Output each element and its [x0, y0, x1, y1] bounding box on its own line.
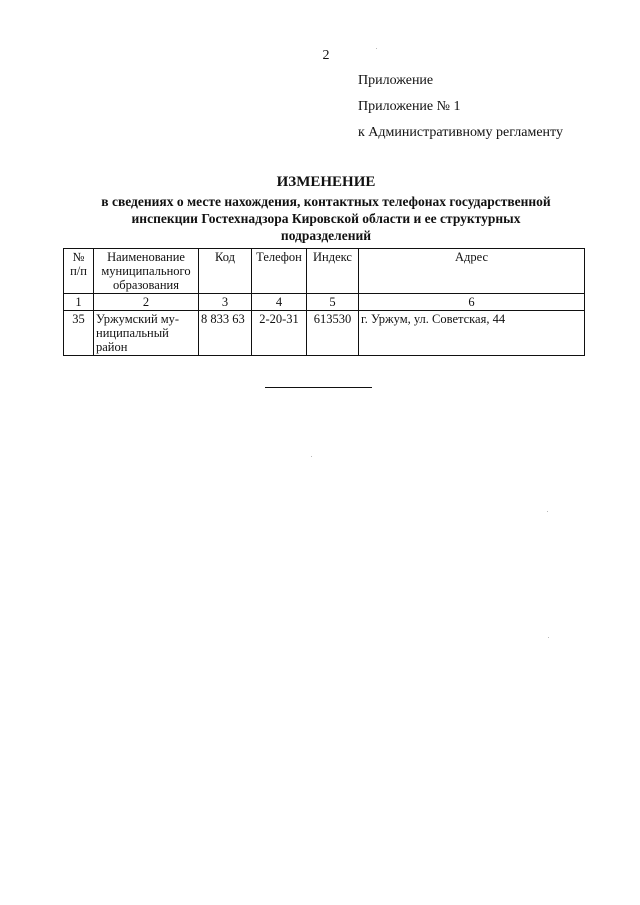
column-number: 5	[307, 294, 359, 311]
row-num: 35	[64, 311, 94, 356]
header-name-line: муниципального	[101, 264, 191, 278]
column-number: 2	[94, 294, 199, 311]
annex-line-2: Приложение № 1	[358, 99, 461, 114]
scan-speck	[311, 456, 312, 457]
annex-block	[358, 68, 563, 146]
row-name-line: район	[96, 340, 128, 354]
table-row	[64, 311, 585, 356]
row-name-line: Уржумский му-	[96, 312, 180, 326]
header-index: Индекс	[307, 249, 359, 294]
subtitle-line-2: инспекции Гостехнадзора Кировской области и ее структурных	[131, 211, 521, 226]
scan-speck	[548, 637, 549, 638]
page-number: 2	[322, 48, 330, 63]
row-address: г. Уржум, ул. Советская, 44	[359, 311, 585, 356]
scan-speck	[547, 511, 548, 512]
row-index: 613530	[307, 311, 359, 356]
column-number-row	[64, 294, 585, 311]
column-number: 1	[64, 294, 94, 311]
subtitle-line-3: подразделений	[280, 228, 372, 243]
offices-table	[63, 248, 585, 356]
annex-line-1: Приложение	[358, 73, 434, 88]
header-num-line: п/п	[70, 264, 87, 278]
header-address: Адрес	[359, 249, 585, 294]
header-name-line: Наименование	[107, 250, 185, 264]
document-title: ИЗМЕНЕНИЕ	[276, 174, 376, 190]
header-num-line: №	[72, 250, 85, 264]
row-name-line: ниципальный	[96, 326, 169, 340]
header-name	[94, 249, 199, 294]
document-subtitle	[0, 193, 640, 244]
subtitle-line-1: в сведениях о месте нахождения, контактных телефонах государственной	[101, 194, 551, 209]
row-name	[94, 311, 199, 356]
end-rule	[265, 387, 372, 388]
header-phone: Телефон	[252, 249, 307, 294]
header-code: Код	[199, 249, 252, 294]
header-name-line: образования	[113, 278, 179, 292]
column-number: 6	[359, 294, 585, 311]
annex-line-3: к Административному регламенту	[358, 125, 563, 140]
column-number: 3	[199, 294, 252, 311]
row-code: 8 833 63	[199, 311, 252, 356]
row-phone: 2-20-31	[252, 311, 307, 356]
header-num	[64, 249, 94, 294]
table-header-row	[64, 249, 585, 294]
scan-speck	[376, 48, 377, 49]
column-number: 4	[252, 294, 307, 311]
